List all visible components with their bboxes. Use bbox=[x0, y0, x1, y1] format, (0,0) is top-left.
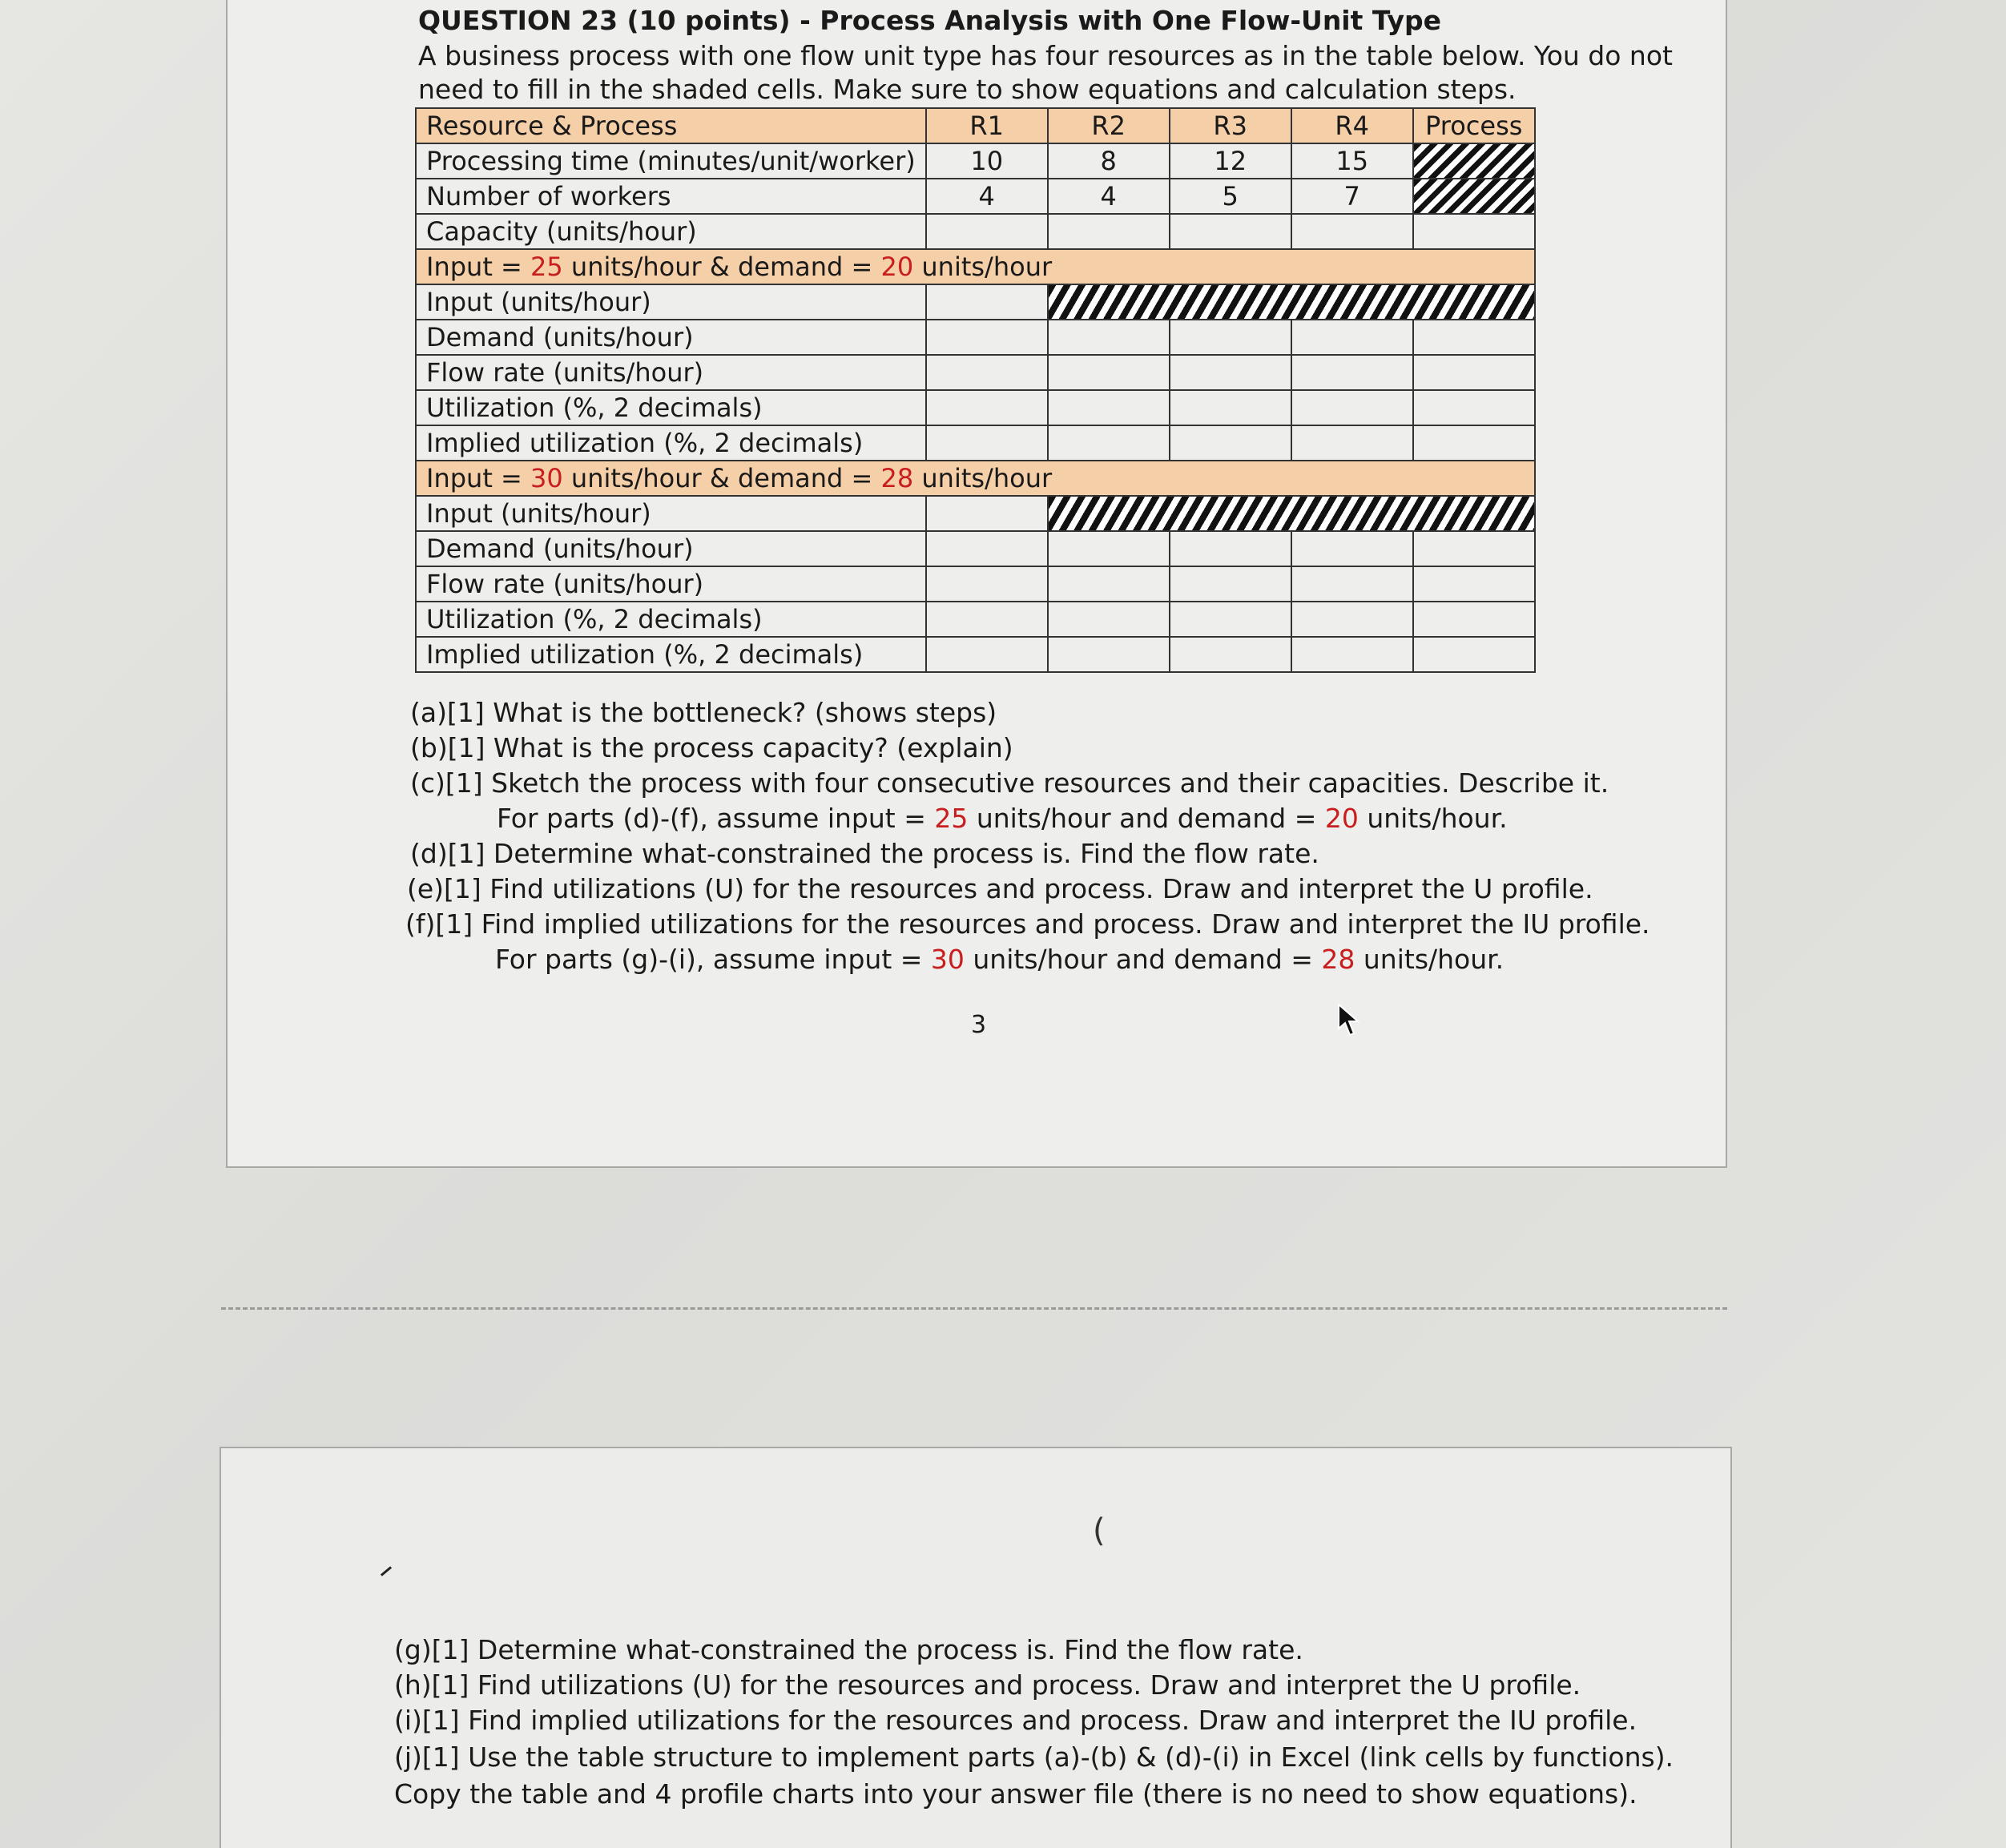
part-h: (h)[1] Find utilizations (U) for the resources and process. Draw and interpret the U profile. bbox=[394, 1669, 1581, 1701]
header-r1: R1 bbox=[926, 108, 1048, 143]
page-separator bbox=[221, 1307, 1727, 1310]
table-row-s1-implied-utilization bbox=[416, 425, 1535, 461]
empty-cell bbox=[1413, 602, 1535, 637]
empty-cell bbox=[1048, 425, 1170, 461]
question-title: QUESTION 23 (10 points) - Process Analysis with One Flow-Unit Type bbox=[418, 5, 1441, 36]
part-i: (i)[1] Find implied utilizations for the resources and process. Draw and interpret the IU profile. bbox=[394, 1705, 1637, 1736]
empty-cell bbox=[1048, 214, 1170, 249]
empty-cell bbox=[1170, 214, 1291, 249]
table-row-s2-implied-utilization bbox=[416, 637, 1535, 672]
empty-cell bbox=[926, 566, 1048, 602]
empty-cell bbox=[1413, 566, 1535, 602]
section-header-1 bbox=[416, 249, 1535, 284]
part-e: (e)[1] Find utilizations (U) for the resources and process. Draw and interpret the U profile. bbox=[407, 873, 1593, 904]
row-label: Number of workers bbox=[416, 179, 926, 214]
empty-cell bbox=[1170, 390, 1291, 425]
note-parts-g-i: For parts (g)-(i), assume input = 30 units/hour and demand = 28 units/hour. bbox=[495, 944, 1504, 975]
empty-cell bbox=[926, 320, 1048, 355]
row-label: Utilization (%, 2 decimals) bbox=[416, 602, 926, 637]
empty-cell bbox=[926, 214, 1048, 249]
empty-cell bbox=[1170, 637, 1291, 672]
empty-cell bbox=[1048, 390, 1170, 425]
empty-cell bbox=[1170, 425, 1291, 461]
empty-cell bbox=[1291, 531, 1413, 566]
empty-cell bbox=[1291, 390, 1413, 425]
header-r2: R2 bbox=[1048, 108, 1170, 143]
empty-cell bbox=[1413, 214, 1535, 249]
row-label: Flow rate (units/hour) bbox=[416, 355, 926, 390]
empty-cell bbox=[1413, 637, 1535, 672]
row-label: Processing time (minutes/unit/worker) bbox=[416, 143, 926, 179]
empty-cell bbox=[926, 496, 1048, 531]
page-number: 3 bbox=[971, 1011, 987, 1039]
row-label: Implied utilization (%, 2 decimals) bbox=[416, 425, 926, 461]
row-label: Implied utilization (%, 2 decimals) bbox=[416, 637, 926, 672]
empty-cell bbox=[1291, 355, 1413, 390]
cell-r2: 4 bbox=[1048, 179, 1170, 214]
table-header-row bbox=[416, 108, 1535, 143]
table-row-s2-input bbox=[416, 496, 1535, 531]
empty-cell bbox=[926, 637, 1048, 672]
cell-r2: 8 bbox=[1048, 143, 1170, 179]
table-row-processing-time bbox=[416, 143, 1535, 179]
empty-cell bbox=[1170, 320, 1291, 355]
cell-r1: 10 bbox=[926, 143, 1048, 179]
part-b: (b)[1] What is the process capacity? (explain) bbox=[410, 732, 1013, 763]
empty-cell bbox=[926, 531, 1048, 566]
empty-cell bbox=[1048, 637, 1170, 672]
empty-cell bbox=[1048, 531, 1170, 566]
empty-cell bbox=[926, 390, 1048, 425]
empty-cell bbox=[1170, 566, 1291, 602]
table-row-s2-utilization bbox=[416, 602, 1535, 637]
empty-cell bbox=[1413, 390, 1535, 425]
shaded-cell bbox=[1048, 284, 1535, 320]
empty-cell bbox=[926, 425, 1048, 461]
cell-r4: 15 bbox=[1291, 143, 1413, 179]
empty-cell bbox=[1291, 214, 1413, 249]
row-label: Input (units/hour) bbox=[416, 496, 926, 531]
table-row-workers bbox=[416, 179, 1535, 214]
stray-mark: ( bbox=[1093, 1512, 1106, 1549]
empty-cell bbox=[1413, 320, 1535, 355]
row-label: Demand (units/hour) bbox=[416, 531, 926, 566]
header-resource-process: Resource & Process bbox=[416, 108, 926, 143]
table-row-s1-input bbox=[416, 284, 1535, 320]
table-row-s1-flow-rate bbox=[416, 355, 1535, 390]
empty-cell bbox=[1048, 566, 1170, 602]
row-label: Flow rate (units/hour) bbox=[416, 566, 926, 602]
part-j: (j)[1] Use the table structure to implement parts (a)-(b) & (d)-(i) in Excel (link cells by functions). bbox=[394, 1741, 1674, 1773]
empty-cell bbox=[1291, 602, 1413, 637]
table-row-capacity bbox=[416, 214, 1535, 249]
empty-cell bbox=[926, 284, 1048, 320]
note-parts-d-f: For parts (d)-(f), assume input = 25 units/hour and demand = 20 units/hour. bbox=[497, 803, 1508, 834]
empty-cell bbox=[1048, 602, 1170, 637]
part-c: (c)[1] Sketch the process with four consecutive resources and their capacities. Describe it. bbox=[410, 767, 1609, 799]
cell-r4: 7 bbox=[1291, 179, 1413, 214]
section-2-label: Input = 30 units/hour & demand = 28 units/hour bbox=[416, 461, 1535, 496]
empty-cell bbox=[1413, 531, 1535, 566]
shaded-cell bbox=[1048, 496, 1535, 531]
empty-cell bbox=[1170, 355, 1291, 390]
mouse-cursor-icon bbox=[1336, 1003, 1360, 1038]
empty-cell bbox=[1048, 355, 1170, 390]
section-header-2 bbox=[416, 461, 1535, 496]
header-r4: R4 bbox=[1291, 108, 1413, 143]
empty-cell bbox=[1291, 425, 1413, 461]
row-label: Utilization (%, 2 decimals) bbox=[416, 390, 926, 425]
table-row-s2-demand bbox=[416, 531, 1535, 566]
part-g: (g)[1] Determine what-constrained the process is. Find the flow rate. bbox=[394, 1634, 1303, 1665]
shaded-cell bbox=[1413, 179, 1535, 214]
cell-r3: 5 bbox=[1170, 179, 1291, 214]
empty-cell bbox=[926, 602, 1048, 637]
empty-cell bbox=[1413, 425, 1535, 461]
shaded-cell bbox=[1413, 143, 1535, 179]
table-row-s2-flow-rate bbox=[416, 566, 1535, 602]
part-d: (d)[1] Determine what-constrained the process is. Find the flow rate. bbox=[410, 838, 1319, 869]
empty-cell bbox=[926, 355, 1048, 390]
section-1-label: Input = 25 units/hour & demand = 20 units/hour bbox=[416, 249, 1535, 284]
row-label: Input (units/hour) bbox=[416, 284, 926, 320]
empty-cell bbox=[1291, 637, 1413, 672]
table-row-s1-demand bbox=[416, 320, 1535, 355]
empty-cell bbox=[1413, 355, 1535, 390]
header-process: Process bbox=[1413, 108, 1535, 143]
part-j-line-2: Copy the table and 4 profile charts into your answer file (there is no need to show equations). bbox=[394, 1778, 1637, 1810]
empty-cell bbox=[1291, 566, 1413, 602]
cell-r3: 12 bbox=[1170, 143, 1291, 179]
empty-cell bbox=[1170, 531, 1291, 566]
row-label: Capacity (units/hour) bbox=[416, 214, 926, 249]
table-row-s1-utilization bbox=[416, 390, 1535, 425]
part-f: (f)[1] Find implied utilizations for the resources and process. Draw and interpret the IU profile. bbox=[405, 908, 1650, 940]
row-label: Demand (units/hour) bbox=[416, 320, 926, 355]
empty-cell bbox=[1170, 602, 1291, 637]
question-intro-line-2: need to fill in the shaded cells. Make sure to show equations and calculation steps. bbox=[418, 74, 1517, 105]
empty-cell bbox=[1291, 320, 1413, 355]
process-table bbox=[415, 107, 1536, 673]
part-a: (a)[1] What is the bottleneck? (shows steps) bbox=[410, 697, 997, 728]
empty-cell bbox=[1048, 320, 1170, 355]
question-intro-line-1: A business process with one flow unit type has four resources as in the table below. You do not bbox=[418, 40, 1673, 71]
cell-r1: 4 bbox=[926, 179, 1048, 214]
header-r3: R3 bbox=[1170, 108, 1291, 143]
